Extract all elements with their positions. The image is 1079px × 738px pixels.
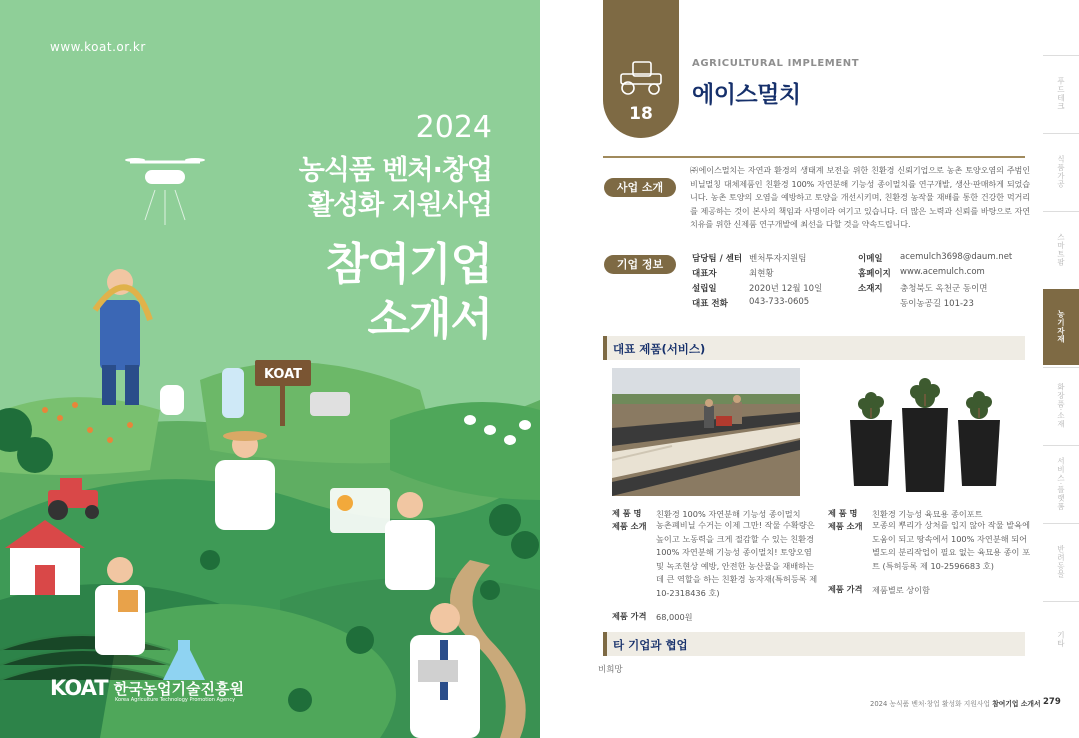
tab-food-processing[interactable]: 식품가공 bbox=[1043, 133, 1079, 209]
product1-name-label: 제 품 명 bbox=[612, 508, 642, 518]
tab-service-platform[interactable]: 서비스·플랫폼 bbox=[1043, 445, 1079, 521]
tab-smartfarm[interactable]: 스마트팜 bbox=[1043, 211, 1079, 287]
info-address-line1: 충청북도 옥천군 동이면 bbox=[900, 284, 988, 294]
footer-bold: 참여기업 소개서 bbox=[992, 700, 1041, 708]
koat-logo-mark: KOAT bbox=[50, 676, 108, 700]
info-address-line2: 동이농공길 101-23 bbox=[900, 299, 974, 309]
category-label: AGRICULTURAL IMPLEMENT bbox=[692, 58, 860, 69]
info-label: 기업 정보 bbox=[604, 255, 676, 274]
tractor-icon bbox=[615, 58, 667, 98]
cover-big-title-line2: 소개서 bbox=[367, 294, 492, 345]
farm-robot bbox=[310, 392, 350, 416]
koat-sign-text: KOAT bbox=[263, 367, 303, 382]
product1-name: 친환경 100% 자연분해 기능성 종이멀치 bbox=[656, 509, 801, 519]
smart-container bbox=[222, 368, 244, 418]
robot bbox=[160, 385, 184, 415]
cover-url: www.koat.or.kr bbox=[50, 40, 146, 54]
info-email-label: 이메일 bbox=[858, 254, 883, 264]
partners-heading bbox=[603, 632, 1025, 656]
cover-big-title-line1: 참여기업 bbox=[325, 239, 492, 290]
koat-logo-english: Korea Agriculture Technology Promotion Agency bbox=[115, 697, 236, 703]
company-page bbox=[540, 0, 1079, 738]
intro-label: 사업 소개 bbox=[604, 178, 676, 197]
cover-year: 2024 bbox=[415, 110, 492, 145]
footer bbox=[870, 698, 1041, 708]
info-email-value[interactable]: acemulch3698@daum.net bbox=[900, 252, 1013, 262]
product2-desc-label: 제품 소개 bbox=[828, 521, 863, 531]
product2-price: 제품별로 상이함 bbox=[872, 585, 930, 595]
intro-text: ㈜에이스멀치는 자연과 환경의 생태계 보전을 위한 친환경 신뢰기업으로 농촌 토양오염의 주범인 비닐멀칭 대체제품인 친환경 100% 자연분해 기능성 종이멀치를 연구개발, 생산·판매하게 되었습니다. 농촌 토양의 오염을 예방하고 토양을 개선시키며, 친환경 농작물 재배를 통한 건강한 먹거리를 제공하는 것이 본사의 책임과 사명이라 여기고 있습니다. 더 많은 노력과 신뢰를 바탕으로 자연치유를 위한 신제품 연구개발에 최선을 다할 것을 약속드립니다. bbox=[690, 165, 1030, 229]
company-name: 에이스멀치 bbox=[692, 82, 801, 108]
product1-price-label: 제품 가격 bbox=[612, 611, 647, 621]
cover-title-line2: 활성화 지원사업 bbox=[308, 190, 492, 221]
koat-logo-name: 한국농업기술진흥원 bbox=[113, 679, 244, 698]
product1-desc: 농촌폐비닐 수거는 이제 그만! 작물 수확량은 높이고 노동력을 크게 절감할 수 있는 친환경 100% 자연분해 기능성 종이멀치! 토양오염 및 녹조현상 예방, 안전한 농산물을 재배하는데 큰 역할을 하는 친환경 농자재(특허등록 제 10-2318436 호) bbox=[656, 520, 818, 598]
info-phone-label: 대표 전화 bbox=[692, 299, 728, 309]
product2-desc: 모종의 뿌리가 상처를 입지 않아 작물 발육에 도움이 되고 땅속에서 100% 자연분해 되어 별도의 분리작업이 필요 없는 육묘용 종이 포트 (특허등록 제 10-2596683 호) bbox=[872, 520, 1030, 571]
footer-text: 2024 농식품 벤처·창업 활성화 지원사업 bbox=[870, 700, 991, 708]
tab-cosmetics[interactable]: 화장품·소재 bbox=[1043, 367, 1079, 443]
partners-text: 비희망 bbox=[598, 665, 623, 675]
tab-pets[interactable]: 반려동물 bbox=[1043, 523, 1079, 599]
info-homepage-label: 홈페이지 bbox=[858, 269, 891, 279]
tab-foodtech[interactable]: 푸드테크 bbox=[1043, 55, 1079, 131]
products-heading-text: 대표 제품(서비스) bbox=[613, 342, 706, 356]
product2-name: 친환경 기능성 육묘용 종이포트 bbox=[872, 509, 983, 519]
data-panel bbox=[330, 488, 390, 533]
info-founded-value: 2020년 12월 10일 bbox=[749, 284, 823, 294]
products-heading bbox=[603, 336, 1025, 360]
product2-name-label: 제 품 명 bbox=[828, 508, 858, 518]
cover-title-line1: 농식품 벤처·창업 bbox=[298, 155, 492, 186]
tab-agri-materials[interactable]: 농기자재 bbox=[1043, 289, 1079, 365]
info-homepage-value[interactable]: www.acemulch.com bbox=[900, 267, 985, 277]
category-badge bbox=[603, 0, 679, 138]
info-team-value: 벤처투자지원팀 bbox=[749, 254, 807, 264]
product1-price: 68,000원 bbox=[656, 612, 693, 622]
product1-photo bbox=[612, 368, 800, 496]
drone bbox=[125, 158, 205, 225]
tab-etc[interactable]: 기타 bbox=[1043, 601, 1079, 677]
farmer bbox=[95, 269, 150, 405]
info-founded-label: 설립일 bbox=[692, 284, 717, 294]
info-phone-value: 043-733-0605 bbox=[749, 297, 810, 307]
partners-heading-text: 타 기업과 협업 bbox=[613, 638, 688, 652]
info-ceo-value: 최현황 bbox=[749, 269, 774, 279]
info-address-label: 소재지 bbox=[858, 284, 883, 294]
product2-photo bbox=[840, 368, 1010, 496]
product2-price-label: 제품 가격 bbox=[828, 584, 863, 594]
info-ceo-label: 대표자 bbox=[692, 269, 717, 279]
info-team-label: 담당팀 / 센터 bbox=[692, 254, 743, 264]
header-divider bbox=[603, 156, 1025, 158]
product1-desc-label: 제품 소개 bbox=[612, 521, 647, 531]
page-number: 279 bbox=[1043, 697, 1061, 707]
company-number: 18 bbox=[629, 104, 653, 124]
